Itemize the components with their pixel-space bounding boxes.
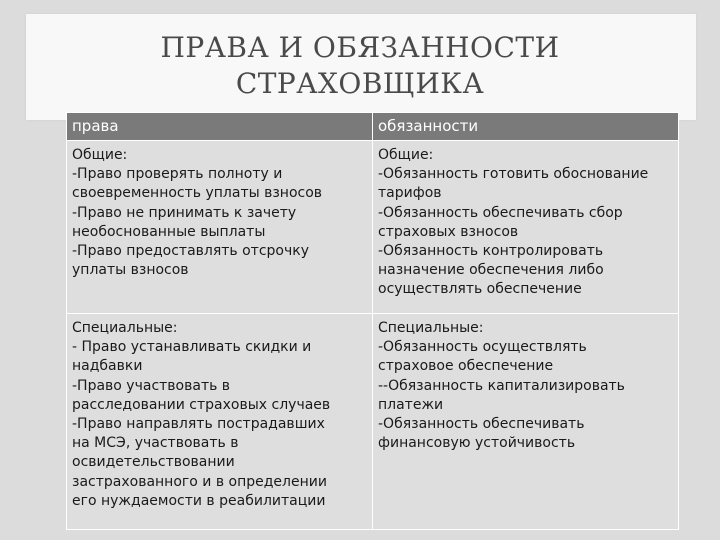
text-line: Специальные: bbox=[378, 320, 484, 336]
text-line: -Право не принимать к зачету bbox=[72, 204, 297, 221]
text-line: застрахованного и в определении bbox=[72, 473, 327, 490]
cell-text bbox=[373, 314, 678, 453]
table-row-general bbox=[67, 141, 679, 314]
text-line: тарифов bbox=[378, 185, 442, 202]
cell-special-duties bbox=[373, 314, 679, 530]
text-line: его нуждаемости в реабилитации bbox=[72, 492, 326, 509]
text-line: расследовании страховых случаев bbox=[72, 396, 331, 413]
cell-text bbox=[373, 141, 678, 300]
cell-general-rights bbox=[67, 141, 373, 314]
rights-duties-table bbox=[66, 112, 679, 530]
table-header-row bbox=[67, 113, 679, 141]
cell-text bbox=[67, 314, 372, 511]
cell-special-rights bbox=[67, 314, 373, 530]
text-line: своевременность уплаты взносов bbox=[72, 185, 323, 202]
text-line: платежи bbox=[378, 396, 444, 413]
text-line: Общие: bbox=[72, 147, 128, 163]
text-line: -Обязанность готовить обоснование bbox=[378, 166, 649, 183]
text-line: необоснованные выплаты bbox=[72, 223, 266, 240]
text-line: -Обязанность обеспечивать bbox=[378, 416, 585, 433]
text-line: -Обязанность обеспечивать сбор bbox=[378, 204, 623, 221]
text-line: -Право направлять пострадавших bbox=[72, 416, 325, 433]
text-line: Общие: bbox=[378, 147, 434, 163]
table-row-special bbox=[67, 314, 679, 530]
header-rights: права bbox=[67, 113, 373, 141]
text-line: страховых взносов bbox=[378, 223, 519, 240]
cell-text bbox=[67, 141, 372, 280]
text-line: -Обязанность осуществлять bbox=[378, 339, 587, 356]
text-line: освидетельствовании bbox=[72, 454, 235, 471]
text-line: --Обязанность капитализировать bbox=[378, 377, 625, 394]
text-line: -Право участвовать в bbox=[72, 377, 231, 394]
text-line: -Обязанность контролировать bbox=[378, 243, 604, 260]
text-line: финансовую устойчивость bbox=[378, 435, 576, 452]
text-line: уплаты взносов bbox=[72, 262, 189, 279]
text-line: назначение обеспечения либо bbox=[378, 262, 604, 279]
text-line: -Право проверять полноту и bbox=[72, 166, 283, 183]
text-line: Специальные: bbox=[72, 320, 178, 336]
text-line: -Право предоставлять отсрочку bbox=[72, 243, 310, 260]
text-line: на МСЭ, участвовать в bbox=[72, 435, 239, 452]
cell-general-duties bbox=[373, 141, 679, 314]
text-line: - Право устанавливать скидки и bbox=[72, 339, 312, 356]
header-duties: обязанности bbox=[373, 113, 679, 141]
slide-title: ПРАВА И ОБЯЗАННОСТИ СТРАХОВЩИКА bbox=[160, 31, 560, 100]
text-line: надбавки bbox=[72, 358, 143, 375]
text-line: осуществлять обеспечение bbox=[378, 281, 582, 298]
text-line: страховое обеспечение bbox=[378, 358, 554, 375]
